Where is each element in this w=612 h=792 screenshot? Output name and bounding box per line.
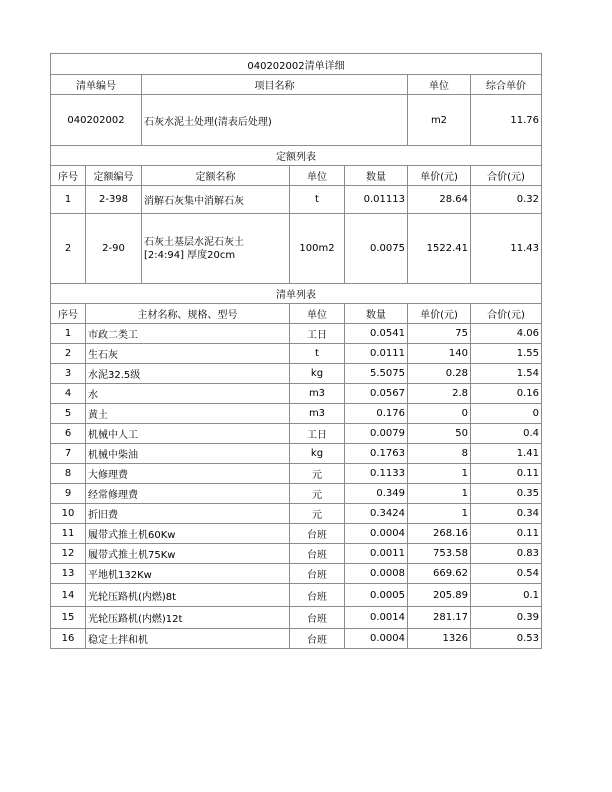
quota-code: 2-398: [86, 186, 142, 214]
material-total: 0.34: [471, 504, 542, 524]
material-unit: 工日: [290, 324, 345, 344]
material-seq: 9: [51, 484, 86, 504]
quota-name: [142, 214, 290, 284]
material-qty: 0.349: [345, 484, 408, 504]
quota-price: 28.64: [408, 186, 471, 214]
material-price: 205.89: [408, 584, 471, 607]
sheet-title: 040202002清单详细: [51, 54, 542, 75]
material-row: [51, 424, 542, 444]
material-row: [51, 544, 542, 564]
material-seq: 11: [51, 524, 86, 544]
material-row: [51, 584, 542, 607]
list-item-row: [51, 95, 542, 146]
material-row: [51, 324, 542, 344]
material-row: [51, 444, 542, 464]
material-row: [51, 464, 542, 484]
list-item-code: 040202002: [51, 95, 142, 146]
material-unit: 工日: [290, 424, 345, 444]
material-unit: kg: [290, 364, 345, 384]
material-unit: 元: [290, 504, 345, 524]
list-header-unit: 单位: [408, 75, 471, 95]
material-header-price: 单价(元): [408, 304, 471, 324]
quota-header-code: 定额编号: [86, 166, 142, 186]
quota-header-qty: 数量: [345, 166, 408, 186]
material-name: 光轮压路机(内燃)12t: [86, 607, 290, 629]
material-seq: 13: [51, 564, 86, 584]
material-unit: 台班: [290, 564, 345, 584]
material-price: 0: [408, 404, 471, 424]
material-unit: m3: [290, 384, 345, 404]
list-header-code: 清单编号: [51, 75, 142, 95]
material-name: 水: [86, 384, 290, 404]
list-header-name: 项目名称: [142, 75, 408, 95]
material-qty: 0.0004: [345, 524, 408, 544]
material-name: 履带式推土机75Kw: [86, 544, 290, 564]
material-seq: 10: [51, 504, 86, 524]
material-total: 0.54: [471, 564, 542, 584]
material-total: 0.39: [471, 607, 542, 629]
material-qty: 0.176: [345, 404, 408, 424]
quota-row: [51, 214, 542, 284]
quota-unit: t: [290, 186, 345, 214]
material-header-seq: 序号: [51, 304, 86, 324]
material-name: 市政二类工: [86, 324, 290, 344]
material-name: 稳定土拌和机: [86, 629, 290, 649]
material-row: [51, 364, 542, 384]
quota-price: 1522.41: [408, 214, 471, 284]
material-total: 4.06: [471, 324, 542, 344]
material-qty: 0.0111: [345, 344, 408, 364]
material-row: [51, 629, 542, 649]
material-total: 0.4: [471, 424, 542, 444]
quota-row: [51, 186, 542, 214]
list-header-price: 综合单价: [471, 75, 542, 95]
quota-seq: 1: [51, 186, 86, 214]
material-name: 机械中人工: [86, 424, 290, 444]
list-item-unit: m2: [408, 95, 471, 146]
quota-total: 11.43: [471, 214, 542, 284]
material-price: 2.8: [408, 384, 471, 404]
quota-header-name: 定额名称: [142, 166, 290, 186]
material-unit: 台班: [290, 544, 345, 564]
material-total: 0: [471, 404, 542, 424]
material-section-title: 清单列表: [51, 284, 542, 304]
material-price: 8: [408, 444, 471, 464]
material-row: [51, 404, 542, 424]
quota-total: 0.32: [471, 186, 542, 214]
material-list: [51, 324, 542, 649]
material-row: [51, 524, 542, 544]
material-price: 1: [408, 504, 471, 524]
material-unit: t: [290, 344, 345, 364]
quota-name-line1: 石灰土基层水泥石灰土: [144, 236, 244, 248]
quota-qty: 0.0075: [345, 214, 408, 284]
material-price: 50: [408, 424, 471, 444]
material-seq: 14: [51, 584, 86, 607]
material-name: 折旧费: [86, 504, 290, 524]
material-row: [51, 344, 542, 364]
material-seq: 7: [51, 444, 86, 464]
material-unit: 台班: [290, 629, 345, 649]
material-section-row: [51, 284, 542, 304]
material-unit: 台班: [290, 584, 345, 607]
material-unit: m3: [290, 404, 345, 424]
detail-sheet: [50, 53, 542, 649]
material-total: 0.35: [471, 484, 542, 504]
material-unit: 元: [290, 464, 345, 484]
material-total: 0.16: [471, 384, 542, 404]
material-qty: 0.0567: [345, 384, 408, 404]
material-name: 光轮压路机(内燃)8t: [86, 584, 290, 607]
material-total: 1.55: [471, 344, 542, 364]
quota-section-title: 定额列表: [51, 146, 542, 166]
material-seq: 12: [51, 544, 86, 564]
material-seq: 6: [51, 424, 86, 444]
material-seq: 8: [51, 464, 86, 484]
material-qty: 0.0005: [345, 584, 408, 607]
material-price: 669.62: [408, 564, 471, 584]
material-row: [51, 504, 542, 524]
material-total: 1.54: [471, 364, 542, 384]
list-item-name: 石灰水泥土处理(清表后处理): [142, 95, 408, 146]
material-qty: 0.3424: [345, 504, 408, 524]
quota-header-total: 合价(元): [471, 166, 542, 186]
material-total: 0.83: [471, 544, 542, 564]
material-qty: 5.5075: [345, 364, 408, 384]
quota-seq: 2: [51, 214, 86, 284]
quota-name: 消解石灰集中消解石灰: [142, 186, 290, 214]
material-qty: 0.0004: [345, 629, 408, 649]
list-header-row: [51, 75, 542, 95]
material-unit: kg: [290, 444, 345, 464]
title-row: [51, 54, 542, 75]
quota-unit: 100m2: [290, 214, 345, 284]
material-row: [51, 384, 542, 404]
material-price: 753.58: [408, 544, 471, 564]
material-price: 268.16: [408, 524, 471, 544]
material-price: 1326: [408, 629, 471, 649]
sheet-body: [51, 54, 542, 324]
quota-name-line2: [2:4:94] 厚度20cm: [144, 249, 236, 261]
quota-section-row: [51, 146, 542, 166]
quota-header-row: [51, 166, 542, 186]
quota-qty: 0.01113: [345, 186, 408, 214]
material-row: [51, 484, 542, 504]
material-price: 140: [408, 344, 471, 364]
material-header-row: [51, 304, 542, 324]
material-name: 生石灰: [86, 344, 290, 364]
quota-header-unit: 单位: [290, 166, 345, 186]
material-name: 大修理费: [86, 464, 290, 484]
material-total: 0.1: [471, 584, 542, 607]
material-seq: 2: [51, 344, 86, 364]
material-qty: 0.0079: [345, 424, 408, 444]
material-name: 履带式推土机60Kw: [86, 524, 290, 544]
material-name: 黄土: [86, 404, 290, 424]
material-header-qty: 数量: [345, 304, 408, 324]
quota-header-seq: 序号: [51, 166, 86, 186]
material-seq: 5: [51, 404, 86, 424]
material-unit: 台班: [290, 524, 345, 544]
material-qty: 0.1763: [345, 444, 408, 464]
material-name: 水泥32.5级: [86, 364, 290, 384]
material-name: 经常修理费: [86, 484, 290, 504]
quota-header-price: 单价(元): [408, 166, 471, 186]
material-seq: 1: [51, 324, 86, 344]
list-item-price: 11.76: [471, 95, 542, 146]
material-qty: 0.0014: [345, 607, 408, 629]
material-total: 0.11: [471, 464, 542, 484]
material-qty: 0.0541: [345, 324, 408, 344]
material-total: 1.41: [471, 444, 542, 464]
material-total: 0.11: [471, 524, 542, 544]
material-header-total: 合价(元): [471, 304, 542, 324]
material-header-name: 主材名称、规格、型号: [86, 304, 290, 324]
material-seq: 4: [51, 384, 86, 404]
material-unit: 元: [290, 484, 345, 504]
material-qty: 0.1133: [345, 464, 408, 484]
material-qty: 0.0011: [345, 544, 408, 564]
quota-code: 2-90: [86, 214, 142, 284]
material-price: 281.17: [408, 607, 471, 629]
material-seq: 15: [51, 607, 86, 629]
material-qty: 0.0008: [345, 564, 408, 584]
material-price: 75: [408, 324, 471, 344]
material-total: 0.53: [471, 629, 542, 649]
material-price: 0.28: [408, 364, 471, 384]
material-row: [51, 564, 542, 584]
material-price: 1: [408, 464, 471, 484]
material-name: 平地机132Kw: [86, 564, 290, 584]
material-seq: 16: [51, 629, 86, 649]
material-unit: 台班: [290, 607, 345, 629]
material-price: 1: [408, 484, 471, 504]
material-seq: 3: [51, 364, 86, 384]
material-name: 机械中柴油: [86, 444, 290, 464]
material-row: [51, 607, 542, 629]
material-header-unit: 单位: [290, 304, 345, 324]
